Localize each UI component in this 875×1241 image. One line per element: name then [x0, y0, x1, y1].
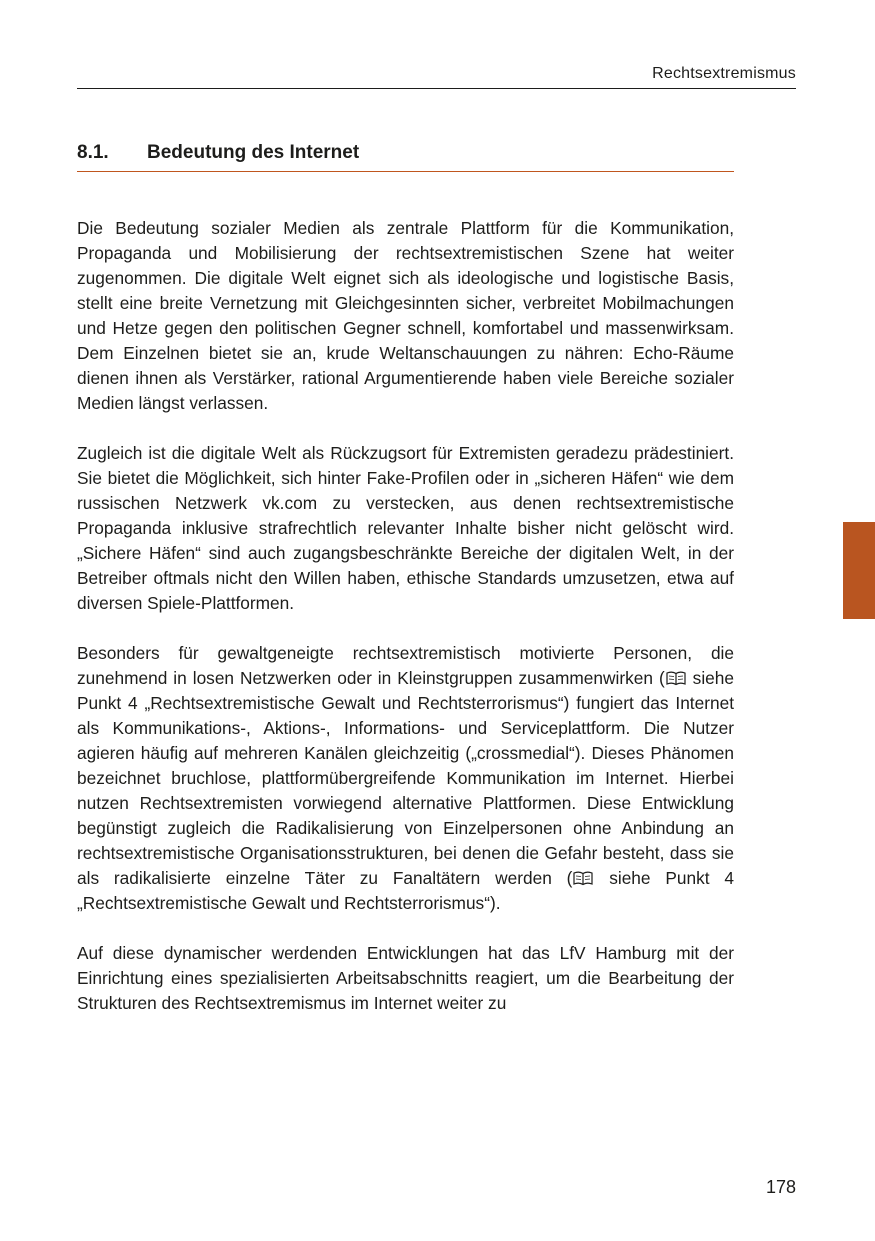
paragraph-2: Zugleich ist die digitale Welt als Rückzugsort für Extremisten geradezu prädestiniert. Sie bietet die Möglichkeit, sich hinter Fake-Profilen oder in „sicheren Häfen“ wie dem russischen Netzwerk vk.com zu verstecken, aus denen rechtsextremistische Propaganda inklusive strafrechtlich relevanter Inhalte bisher nicht gelöscht wird. „Sichere Häfen“ sind auch zugangsbeschränkte Bereiche der digitalen Welt, in der Betreiber oftmals nicht den Willen haben, ethische Standards umzusetzen, etwa auf diversen Spiele-Plattformen. — [77, 443, 734, 613]
body-text — [77, 216, 734, 1041]
section-title: Bedeutung des Internet — [147, 142, 360, 163]
paragraph-3-text-c: ). — [489, 893, 501, 913]
page-number: 178 — [765, 1177, 796, 1197]
section-number: 8.1. — [77, 142, 109, 163]
chapter-thumb-tab — [843, 522, 875, 619]
paragraph-3 — [77, 641, 734, 916]
running-head — [77, 62, 796, 89]
paragraph-3-text-a: Besonders für gewaltgeneigte rechtsextremistisch motivierte Personen, die zunehmend in losen Netzwerken oder in Kleinstgruppen zusammenwirken ( — [77, 643, 734, 688]
running-title: Rechtsextremismus — [652, 65, 796, 82]
book-icon — [573, 871, 593, 886]
cross-reference-1[interactable]: siehe Punkt 4 „Rechtsextremistische Gewalt und Rechtsterrorismus“ — [77, 668, 734, 713]
section-heading — [77, 140, 734, 172]
paragraph-4: Auf diese dynamischer werdenden Entwicklungen hat das LfV Hamburg mit der Einrichtung eines spezialisierten Arbeitsabschnitts reagiert, um die Bearbeitung der Strukturen des Rechtsextremismus im Internet weiter zu — [77, 943, 734, 1013]
paragraph-1: Die Bedeutung sozialer Medien als zentrale Plattform für die Kommunikation, Propaganda und Mobilisierung der rechtsextremistischen Szene hat weiter zugenommen. Die digitale Welt eignet sich als ideologische und logistische Basis, stellt eine breite Vernetzung mit Gleichgesinnten sicher, verbreitet Mobilmachungen und Hetze gegen den politischen Gegner schnell, komfortabel und massenwirksam. Dem Einzelnen bietet sie an, krude Weltanschauungen zu nähren: Echo-Räume dienen ihnen als Verstärker, rational Argumentierende haben viele Bereiche sozialer Medien längst verlassen. — [77, 218, 734, 413]
paragraph-3-text-b: ) fungiert das Internet als Kommunikations-, Aktions-, Informations- und Serviceplattform. Die Nutzer agieren häufig auf mehreren Kanälen gleichzeitig („crossmedial“). Dieses Phänomen bezeichnet bruchlose, plattformübergreifende Kommunikation im Internet. Hierbei nutzen Rechtsextremisten vorwiegend alternative Plattformen. Diese Entwicklung begünstigt zugleich die Radikalisierung von Einzelpersonen ohne Anbindung an rechtsextremistische Organisationsstrukturen, bei denen die Gefahr besteht, dass sie als radikalisierte einzelne Täter zu Fanaltätern werden ( — [77, 693, 734, 888]
cross-reference-2[interactable]: siehe Punkt 4 „Rechtsextremistische Gewalt und Rechtsterrorismus“ — [77, 868, 734, 913]
book-icon — [666, 671, 686, 686]
